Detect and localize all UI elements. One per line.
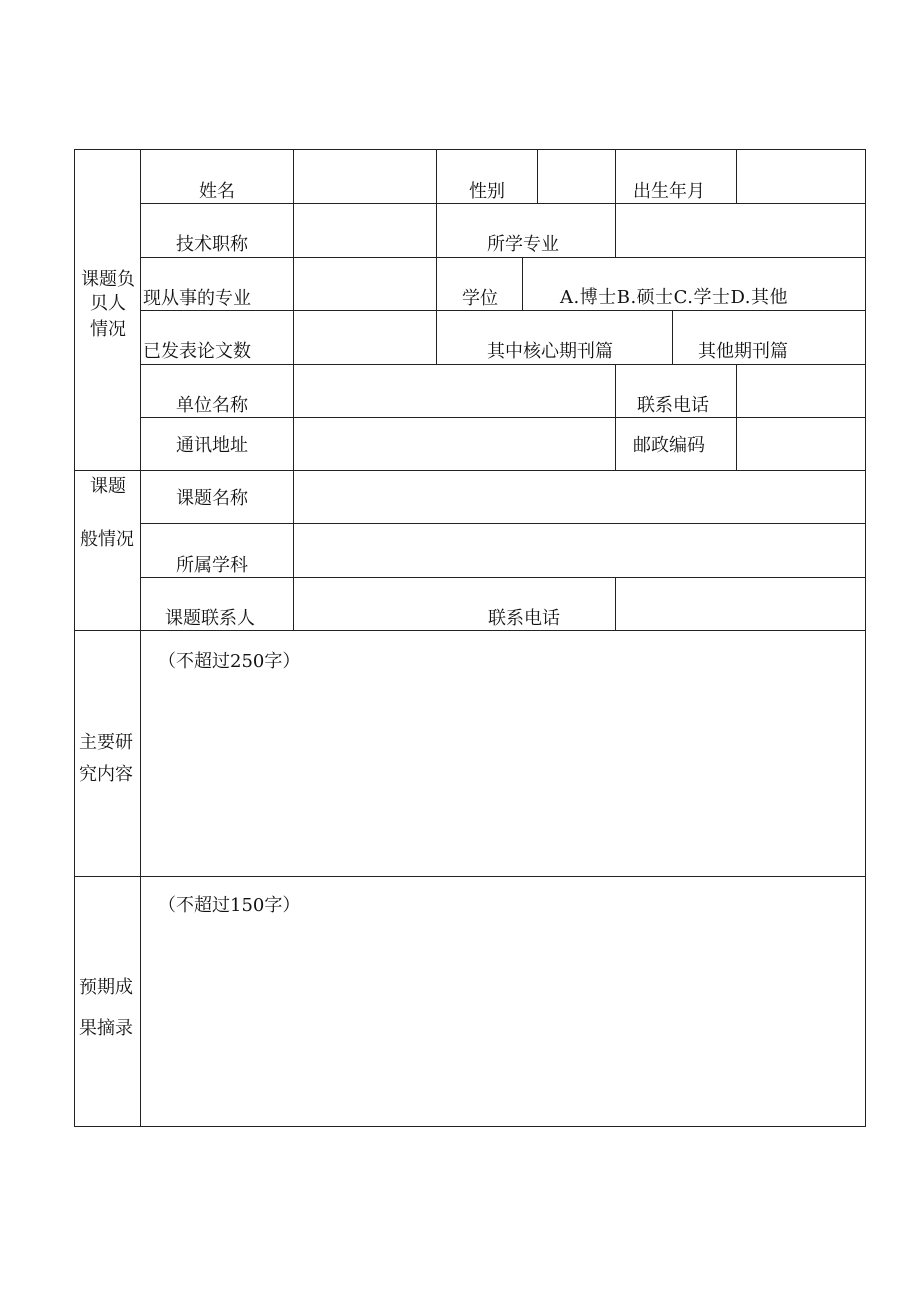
birth-date-label: 出生年月	[633, 181, 705, 202]
birth-date-field[interactable]	[737, 150, 865, 203]
row-line	[140, 257, 866, 258]
unit-name-label: 单位名称	[176, 395, 248, 416]
research-content-textarea[interactable]	[141, 631, 865, 876]
gender-label: 性别	[469, 181, 505, 202]
professional-title-label: 技术职称	[176, 234, 248, 255]
name-field[interactable]	[294, 150, 436, 203]
postcode-label: 邮政编码	[633, 435, 705, 456]
project-contact-label: 课题联系人	[165, 608, 255, 629]
research-content-hint: （不超过250字）	[158, 651, 301, 672]
border-right	[865, 149, 866, 1127]
core-journals-label: 其中核心期刊篇	[487, 341, 613, 362]
unit-name-field[interactable]	[294, 365, 615, 417]
outcome-section-label-line1: 预期成	[79, 977, 133, 998]
degree-options[interactable]: A.博士B.硕士C.学士D.其他	[560, 287, 789, 308]
col-line	[436, 149, 437, 364]
outcome-section-label-line2: 果摘录	[79, 1018, 133, 1039]
discipline-field[interactable]	[294, 524, 865, 577]
current-field-input[interactable]	[294, 258, 436, 310]
address-field[interactable]	[294, 418, 615, 470]
professional-title-field[interactable]	[294, 204, 436, 257]
discipline-label: 所属学科	[176, 555, 248, 576]
project-name-field[interactable]	[294, 471, 865, 523]
papers-count-label: 已发表论文数	[143, 341, 251, 362]
applicant-section-label: 课题负 贝人 情况	[81, 269, 135, 340]
outcome-summary-textarea[interactable]	[141, 877, 865, 1126]
papers-count-field[interactable]	[294, 311, 436, 364]
phone-label: 联系电话	[637, 395, 709, 416]
project-contact-phone-field[interactable]	[616, 578, 865, 630]
border-bottom	[74, 1126, 866, 1127]
major-label: 所学专业	[487, 234, 559, 255]
research-section-label-line2: 究内容	[79, 764, 133, 785]
outcome-summary-hint: （不超过150字）	[158, 895, 301, 916]
project-contact-phone-label: 联系电话	[488, 608, 560, 629]
name-label: 姓名	[199, 181, 235, 202]
major-field[interactable]	[616, 204, 865, 257]
col-line	[615, 364, 616, 470]
row-line	[140, 310, 866, 311]
project-name-label: 课题名称	[176, 488, 248, 509]
address-label: 通讯地址	[176, 435, 248, 456]
project-section-label-line1: 课题	[90, 476, 126, 497]
border-left	[74, 149, 75, 1127]
other-journals-label: 其他期刊篇	[698, 341, 788, 362]
research-section-label-line1: 主要研	[79, 732, 133, 753]
col-line	[522, 257, 523, 310]
phone-field[interactable]	[737, 365, 865, 417]
current-field-label: 现从事的专业	[143, 288, 251, 309]
project-section-label-line2: 般情况	[80, 529, 134, 550]
degree-label: 学位	[462, 288, 498, 309]
col-line	[672, 310, 673, 364]
postcode-field[interactable]	[737, 418, 865, 470]
gender-field[interactable]	[538, 150, 615, 203]
